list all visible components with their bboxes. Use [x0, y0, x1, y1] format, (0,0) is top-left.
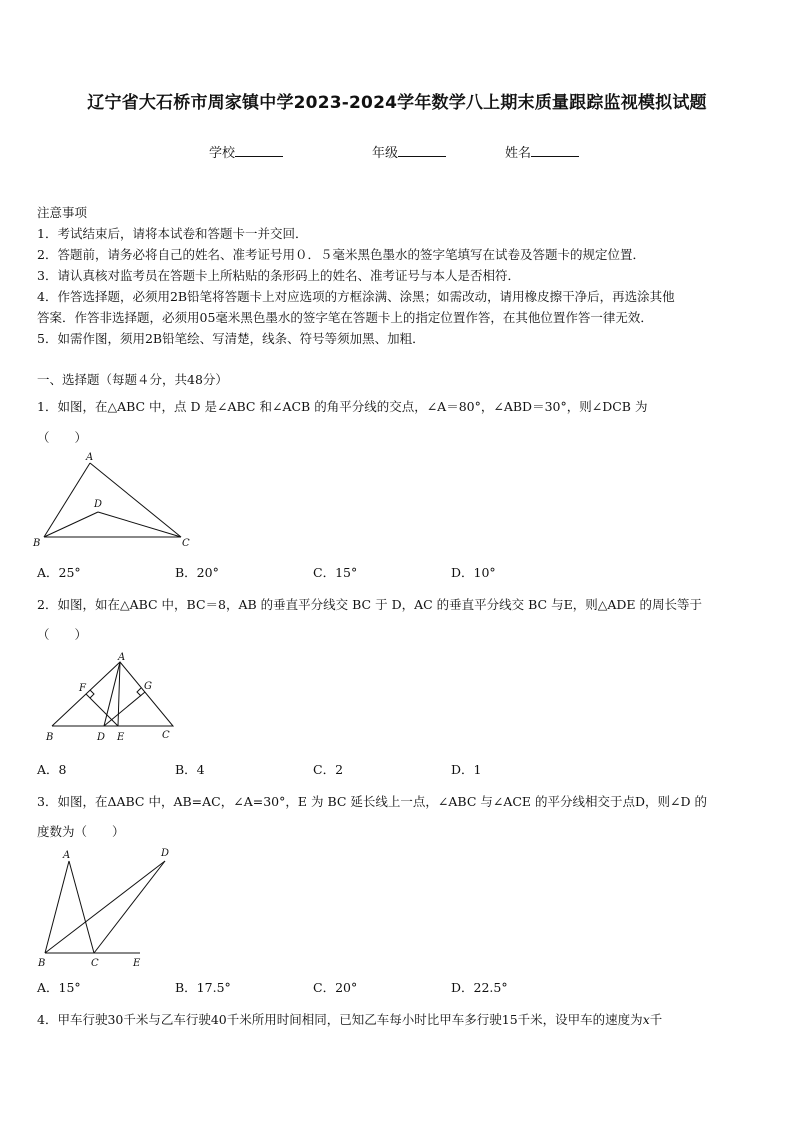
page-title: 辽宁省大石桥市周家镇中学2023-2024学年数学八上期末质量跟踪监视模拟试题: [87, 93, 707, 113]
question-1-figure: [30, 450, 200, 555]
q3-option-c[interactable]: C．20°: [313, 980, 358, 995]
segment-ab: [45, 861, 69, 953]
grade-field[interactable]: [372, 142, 446, 161]
note-item: 1．考试结束后，请将本试卷和答题卡一并交回．: [37, 226, 308, 241]
question-2-bracket: （ ）: [37, 627, 88, 642]
label-c: C: [162, 730, 170, 741]
q3-option-b[interactable]: B．17.5°: [175, 980, 231, 995]
section-heading: 一、选择题（每题４分，共48分）: [37, 372, 228, 387]
question-3-text: 3．如图，在ΔABC 中，AB=AC，∠A=30°，E 为 BC 延长线上一点，∠ABC 与∠ACE 的平分线相交于点D，则∠D 的: [37, 794, 708, 809]
label-d: D: [161, 848, 170, 859]
q2-option-c[interactable]: C．2: [313, 762, 344, 777]
q1-option-d[interactable]: D．10°: [451, 565, 496, 580]
label-a: A: [86, 452, 94, 463]
label-d: D: [94, 499, 103, 510]
label-b: B: [33, 538, 41, 549]
q1-option-a[interactable]: A．25°: [37, 565, 81, 580]
name-field[interactable]: [505, 142, 579, 161]
note-item: 答案．作答非选择题，必须用05毫米黑色墨水的签字笔在答题卡上的指定位置作答，在其他位置作答一律无效．: [37, 310, 653, 325]
label-a: A: [118, 652, 126, 663]
question-2-figure: [40, 648, 190, 748]
q1-option-b[interactable]: B．20°: [175, 565, 219, 580]
question-4-text: [37, 1010, 662, 1028]
label-f: F: [79, 683, 86, 694]
segment-ac: [69, 861, 94, 953]
q2-option-d[interactable]: D．1: [451, 762, 482, 777]
label-c: C: [182, 538, 190, 549]
question-1-bracket: （ ）: [37, 430, 88, 445]
label-b: B: [46, 732, 54, 743]
right-angle-f: [90, 690, 94, 698]
q2-option-a[interactable]: A．8: [37, 762, 67, 777]
segment-dc: [98, 512, 181, 537]
school-field[interactable]: [209, 142, 283, 161]
question-4-body: 4．甲车行驶30千米与乙车行驶40千米所用时间相同，已知乙车每小时比甲车多行驶15千米，设甲车的速度为: [37, 1012, 643, 1027]
school-label: 学校: [209, 146, 236, 161]
name-blank[interactable]: [531, 144, 579, 157]
question-4-tail: 千: [649, 1012, 663, 1027]
note-item: 3．请认真核对监考员在答题卡上所粘贴的条形码上的姓名、准考证号与本人是否相符．: [37, 268, 520, 283]
variable-x: x: [642, 1012, 650, 1027]
grade-label: 年级: [372, 146, 399, 161]
label-b: B: [38, 958, 46, 969]
q1-option-c[interactable]: C．15°: [313, 565, 358, 580]
question-3-bracket: 度数为（ ）: [37, 824, 125, 839]
school-blank[interactable]: [235, 144, 283, 157]
label-e: E: [133, 958, 141, 969]
segment-ac: [90, 463, 181, 537]
question-2-text: 2．如图，如在△ABC 中，BC＝8，AB 的垂直平分线交 BC 于 D，AC 的垂直平分线交 BC 与E，则△ADE 的周长等于: [37, 597, 702, 612]
label-c: C: [91, 958, 99, 969]
segment-ad: [104, 662, 120, 726]
q3-option-a[interactable]: A．15°: [37, 980, 81, 995]
note-item: 5．如需作图，须用2B铅笔绘、写清楚，线条、符号等须加黑、加粗．: [37, 331, 425, 346]
grade-blank[interactable]: [398, 144, 446, 157]
note-item: 4．作答选择题，必须用2B铅笔将答题卡上对应选项的方框涂满、涂黑；如需改动，请用橡皮擦干净后，再选涂其他: [37, 289, 675, 304]
segment-gd: [104, 692, 145, 726]
note-item: 2．答题前，请务必将自己的姓名、准考证号用０．５毫米黑色墨水的签字笔填写在试卷及答题卡的规定位置．: [37, 247, 645, 262]
segment-ae: [118, 662, 120, 726]
notes-heading: 注意事项: [37, 205, 88, 220]
name-label: 姓名: [505, 146, 532, 161]
q3-option-d[interactable]: D．22.5°: [451, 980, 508, 995]
label-e: E: [117, 732, 125, 743]
right-angle-g: [137, 688, 141, 696]
label-g: G: [144, 681, 152, 692]
label-d: D: [97, 732, 106, 743]
question-1-text: 1．如图，在△ABC 中，点 D 是∠ABC 和∠ACB 的角平分线的交点，∠A＝80°，∠ABD＝30°，则∠DCB 为: [37, 399, 648, 414]
question-3-figure: [30, 844, 190, 974]
segment-fe: [86, 694, 118, 726]
label-a: A: [63, 850, 71, 861]
q2-option-b[interactable]: B．4: [175, 762, 205, 777]
